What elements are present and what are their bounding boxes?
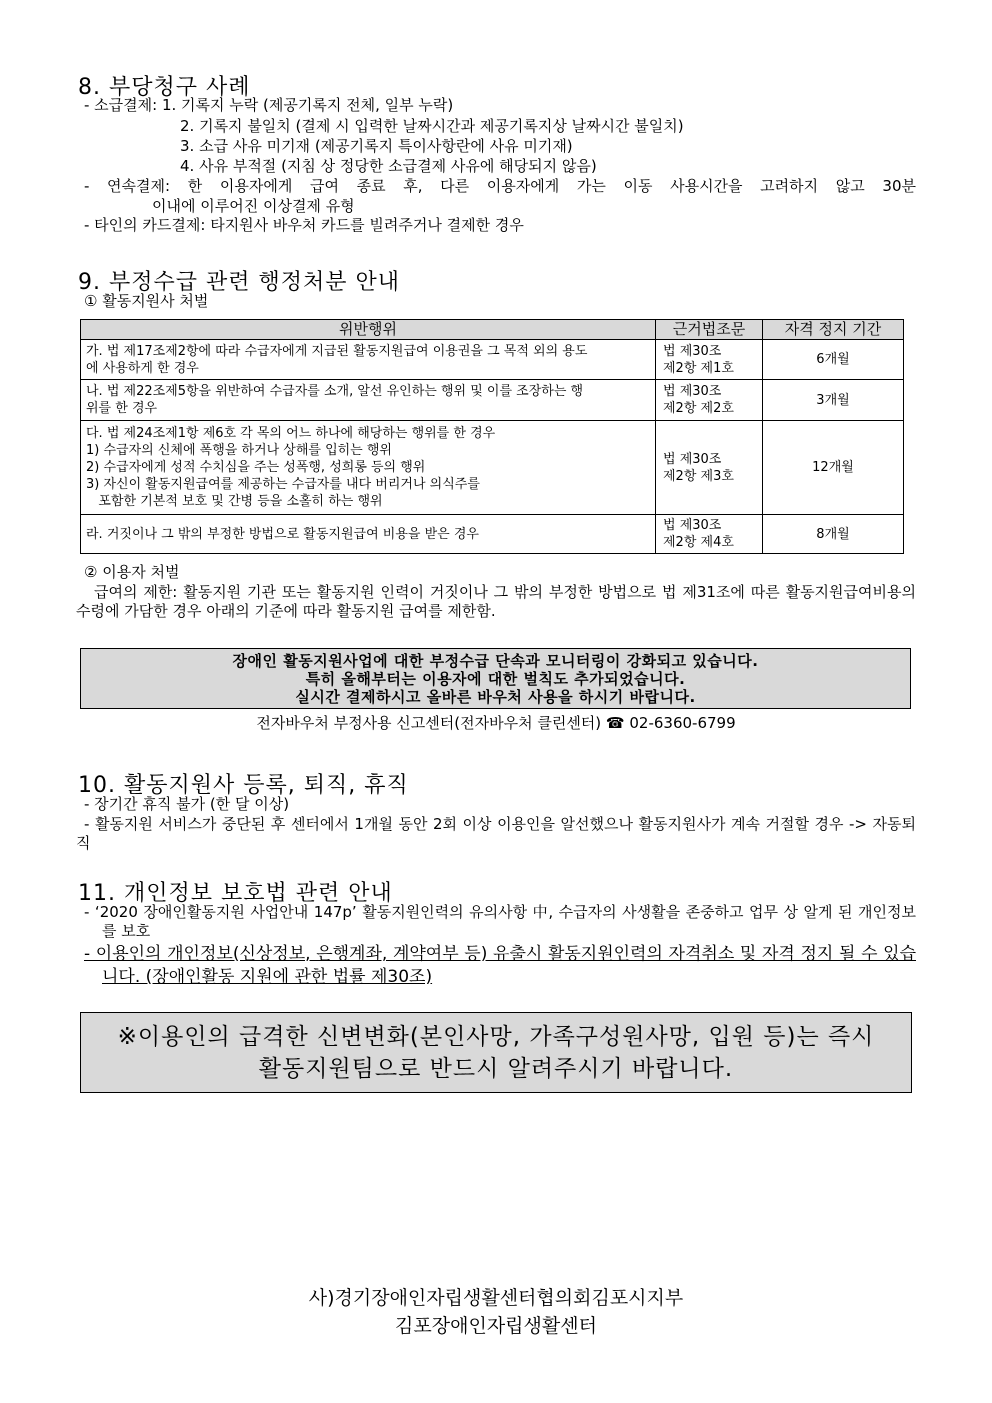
- footer-center-name: 김포장애인자립생활센터: [395, 1315, 597, 1337]
- table-header: 위반행위: [81, 320, 656, 340]
- benefit-restriction-text: 급여의 제한: 활동지원 기관 또는 활동지원 인력이 거짓이나 그 밖의 부정한 방법으로 법 제31조에 따른 활동지원급여비용의 수령에 가담한 경우 아래의 기준에 따라 활동지원 급여를 제한함.: [76, 583, 916, 620]
- table-row: [81, 421, 904, 515]
- violation-cell: 나. 법 제22조제5항을 위반하여 수급자를 소개, 알선 유인하는 행위 및 이를 조장하는 행 위를 한 경우: [81, 380, 656, 421]
- basis-cell: 법 제30조 제2항 제1호: [656, 340, 763, 380]
- section10-item: - 활동지원 서비스가 중단된 후 센터에서 1개월 동안 2회 이상 이용인을 알선했으나 활동지원사가 계속 거절할 경우 -> 자동퇴직: [76, 815, 916, 852]
- period-cell: 8개월: [763, 515, 904, 554]
- section8-item: - 소급결제: 1. 기록지 누락 (제공기록지 전체, 일부 누락): [84, 96, 454, 114]
- section11-title: 11. 개인정보 보호법 관련 안내: [78, 881, 393, 906]
- section8-item: 2. 기록지 불일치 (결제 시 입력한 날짜시간과 제공기록지상 날짜시간 불일치): [180, 117, 684, 135]
- violation-cell: 가. 법 제17조제2항에 따라 수급자에게 지급된 활동지원급여 이용권을 그 목적 외의 용도 에 사용하게 한 경우: [81, 340, 656, 380]
- section8-item: 이내에 이루어진 이상결제 유형: [152, 197, 355, 215]
- footer-org-name: 사)경기장애인자립생활센터협의회김포시지부: [308, 1287, 684, 1309]
- table-row: [81, 380, 904, 421]
- basis-cell: 법 제30조 제2항 제4호: [656, 515, 763, 554]
- status-change-notice-box: ※이용인의 급격한 신변변화(본인사망, 가족구성원사망, 입원 등)는 즉시 활동지원팀으로 반드시 알려주시기 바랍니다.: [80, 1012, 912, 1093]
- section8-item: - 연속결제: 한 이용자에게 급여 종료 후, 다른 이용자에게 가는 이동 사용시간을 고려하지 않고 30분: [84, 177, 916, 195]
- table-header: 근거법조문: [656, 320, 763, 340]
- period-cell: 3개월: [763, 380, 904, 421]
- section8-title: 8. 부당청구 사례: [78, 75, 251, 100]
- section8-item: 3. 소급 사유 미기재 (제공기록지 특이사항란에 사유 미기재): [180, 137, 573, 155]
- section11-warning: - 이용인의 개인정보(신상정보, 은행계좌, 계약여부 등) 유출시 활동지원인력의 자격취소 및 자격 정지 될 수 있습니다. (장애인활동 지원에 관한 법률 제30조): [84, 944, 916, 987]
- table-header: 자격 정지 기간: [763, 320, 904, 340]
- period-cell: 12개월: [763, 421, 904, 515]
- subsection-title: ② 이용자 처벌: [84, 563, 180, 581]
- basis-cell: 법 제30조 제2항 제2호: [656, 380, 763, 421]
- report-center: 전자바우처 부정사용 신고센터(전자바우처 클린센터) ☎ 02-6360-6799: [256, 714, 736, 732]
- violation-table: [80, 319, 904, 554]
- period-cell: 6개월: [763, 340, 904, 380]
- enforcement-notice-box: 장애인 활동지원사업에 대한 부정수급 단속과 모니터링이 강화되고 있습니다. 특히 올해부터는 이용자에 대한 벌칙도 추가되었습니다. 실시간 결제하시고 올바른 바우처 사용을 하시기 바랍니다.: [80, 648, 911, 709]
- table-header-row: [81, 320, 904, 340]
- violation-cell: 라. 거짓이나 그 밖의 부정한 방법으로 활동지원급여 비용을 받은 경우: [81, 515, 656, 554]
- section11-item: - ‘2020 장애인활동지원 사업안내 147p’ 활동지원인력의 유의사항 中, 수급자의 사생활을 존중하고 업무 상 알게 된 개인정보를 보호: [84, 903, 916, 940]
- table-row: [81, 340, 904, 380]
- table-row: [81, 515, 904, 554]
- violation-cell: 다. 법 제24조제1항 제6호 각 목의 어느 하나에 해당하는 행위를 한 경우 1) 수급자의 신체에 폭행을 하거나 상해를 입히는 행위 2) 수급자에게 성적 수치심을 주는 성폭행, 성희롱 등의 행위 3) 자신이 활동지원급여를 제공하는 수급자를 내다 버리거나 의식주를 포함한 기본적 보호 및 간병 등을 소홀히 하는 행위: [81, 421, 656, 515]
- basis-cell: 법 제30조 제2항 제3호: [656, 421, 763, 515]
- section10-title: 10. 활동지원사 등록, 퇴직, 휴직: [78, 773, 409, 798]
- section8-item: - 타인의 카드결제: 타지원사 바우처 카드를 빌려주거나 결제한 경우: [84, 216, 524, 234]
- section10-item: - 장기간 휴직 불가 (한 달 이상): [84, 795, 290, 813]
- section9-title: 9. 부정수급 관련 행정처분 안내: [78, 270, 400, 295]
- subsection-title: ① 활동지원사 처벌: [84, 292, 209, 310]
- section8-item: 4. 사유 부적절 (지침 상 정당한 소급결제 사유에 해당되지 않음): [180, 157, 597, 175]
